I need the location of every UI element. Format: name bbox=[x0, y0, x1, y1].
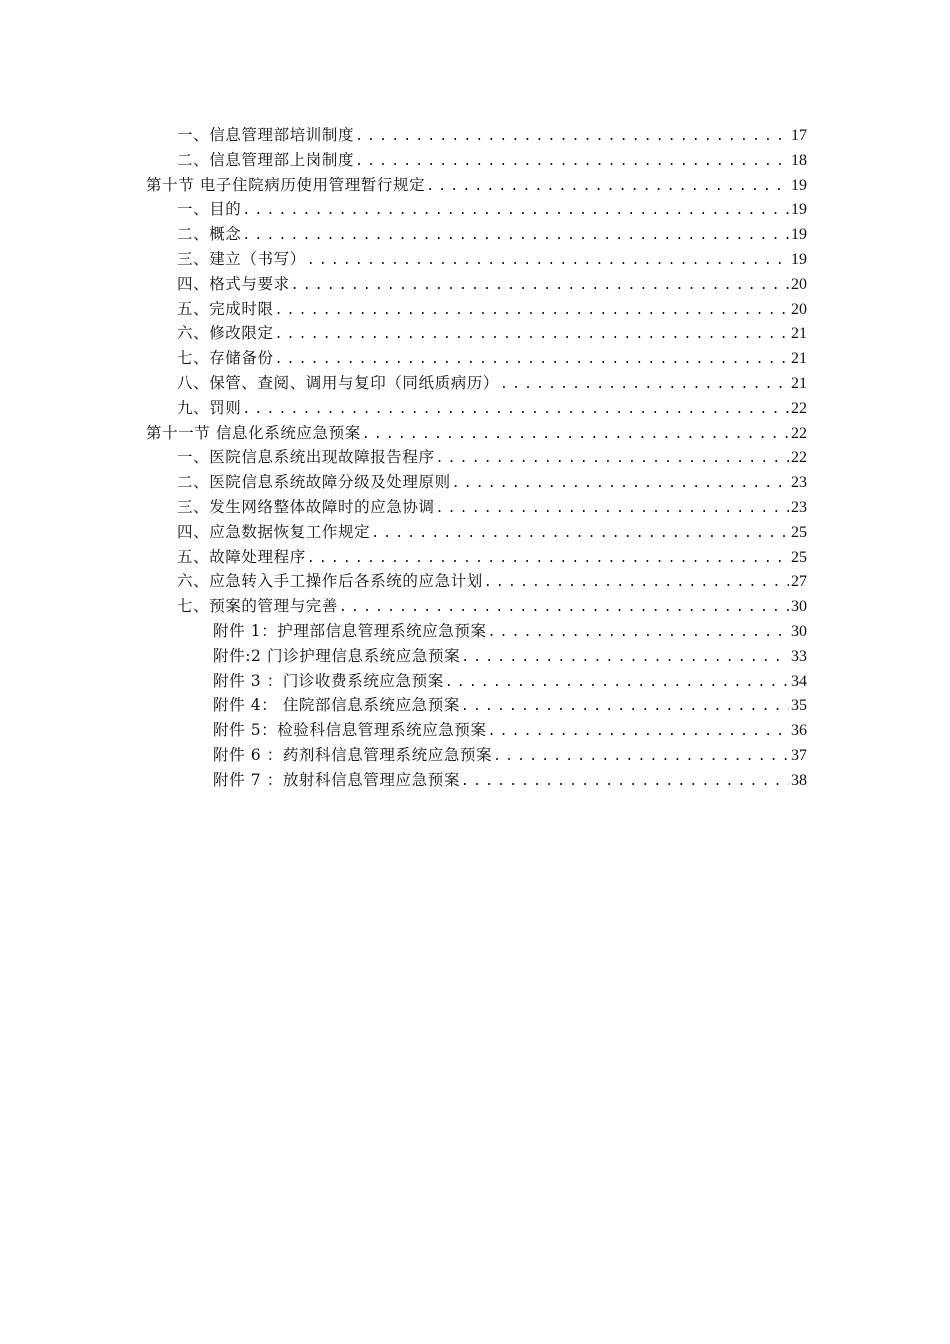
toc-page-number: 17 bbox=[791, 127, 807, 144]
toc-entry[interactable] bbox=[146, 371, 807, 396]
toc-page-number: 19 bbox=[791, 176, 807, 194]
toc-section-heading[interactable] bbox=[146, 421, 807, 446]
toc-page-number: 33 bbox=[791, 647, 807, 665]
toc-page-number: 21 bbox=[791, 325, 807, 343]
toc-entry-title: 九、罚则 bbox=[177, 398, 242, 417]
toc-page-number: 22 bbox=[791, 424, 807, 442]
toc-entry-title: 附件:2 门诊护理信息系统应急预案 bbox=[213, 646, 461, 665]
toc-page-number: 19 bbox=[791, 226, 807, 244]
toc-page-number: 21 bbox=[791, 374, 807, 392]
dot-leader bbox=[291, 274, 789, 299]
toc-entry-title: 一、目的 bbox=[177, 200, 242, 219]
toc-page-number: 36 bbox=[791, 722, 807, 740]
dot-leader bbox=[275, 299, 789, 324]
toc-entry-title: 附件 5：检验科信息管理系统应急预案 bbox=[213, 721, 487, 740]
toc-appendix-entry[interactable] bbox=[146, 718, 807, 743]
toc-entry[interactable] bbox=[146, 445, 807, 470]
toc-page-number: 30 bbox=[791, 598, 807, 616]
toc-entry-title: 七、存储备份 bbox=[177, 349, 274, 368]
dot-leader bbox=[493, 745, 789, 770]
toc-entry[interactable] bbox=[146, 222, 807, 247]
toc-entry[interactable] bbox=[146, 569, 807, 594]
dot-leader bbox=[275, 323, 789, 348]
toc-entry-title: 四、应急数据恢复工作规定 bbox=[177, 522, 371, 541]
dot-leader bbox=[362, 423, 789, 448]
toc-appendix-entry[interactable] bbox=[146, 743, 807, 768]
dot-leader bbox=[461, 695, 789, 720]
toc-entry-title: 附件 6 ：药剂科信息管理系统应急预案 bbox=[213, 745, 493, 764]
toc-entry-title: 三、发生网络整体故障时的应急协调 bbox=[177, 497, 435, 516]
toc-page-number: 22 bbox=[791, 399, 807, 417]
toc-entry-title: 五、完成时限 bbox=[177, 299, 274, 318]
dot-leader bbox=[452, 472, 789, 497]
dot-leader bbox=[355, 150, 789, 175]
toc-entry-title: 附件 4： 住院部信息系统应急预案 bbox=[213, 696, 460, 715]
dot-leader bbox=[355, 125, 789, 150]
toc-entry-title: 八、保管、查阅、调用与复印（同纸质病历） bbox=[177, 373, 500, 392]
table-of-contents bbox=[146, 123, 807, 793]
dot-leader bbox=[484, 571, 789, 596]
dot-leader bbox=[461, 646, 789, 671]
toc-appendix-entry[interactable] bbox=[146, 644, 807, 669]
toc-appendix-entry[interactable] bbox=[146, 669, 807, 694]
toc-page-number: 38 bbox=[791, 771, 807, 789]
dot-leader bbox=[371, 522, 789, 547]
dot-leader bbox=[426, 175, 789, 200]
toc-entry-title: 六、修改限定 bbox=[177, 324, 274, 343]
toc-entry-title: 第十节 电子住院病历使用管理暂行规定 bbox=[146, 175, 426, 194]
toc-entry[interactable] bbox=[146, 545, 807, 570]
toc-page-number: 35 bbox=[791, 697, 807, 715]
toc-entry[interactable] bbox=[146, 396, 807, 421]
toc-entry[interactable] bbox=[146, 297, 807, 322]
toc-entry[interactable] bbox=[146, 197, 807, 222]
dot-leader bbox=[307, 547, 789, 572]
toc-entry[interactable] bbox=[146, 272, 807, 297]
toc-entry-title: 一、医院信息系统出现故障报告程序 bbox=[177, 448, 435, 467]
dot-leader bbox=[242, 199, 789, 224]
toc-page-number: 25 bbox=[791, 523, 807, 541]
dot-leader bbox=[500, 373, 789, 398]
toc-appendix-entry[interactable] bbox=[146, 619, 807, 644]
toc-entry-title: 附件 7 ：放射科信息管理应急预案 bbox=[213, 770, 460, 789]
toc-entry[interactable] bbox=[146, 247, 807, 272]
toc-entry[interactable] bbox=[146, 346, 807, 371]
dot-leader bbox=[339, 596, 789, 621]
dot-leader bbox=[242, 398, 789, 423]
toc-entry-title: 二、信息管理部上岗制度 bbox=[177, 150, 355, 169]
toc-page-number: 20 bbox=[791, 275, 807, 293]
toc-entry[interactable] bbox=[146, 470, 807, 495]
toc-page-number: 23 bbox=[791, 498, 807, 516]
toc-page-number: 27 bbox=[791, 573, 807, 591]
toc-page-number: 22 bbox=[791, 449, 807, 467]
dot-leader bbox=[436, 497, 789, 522]
dot-leader bbox=[488, 621, 789, 646]
toc-entry-title: 附件 3 ：门诊收费系统应急预案 bbox=[213, 671, 444, 690]
toc-entry[interactable] bbox=[146, 520, 807, 545]
toc-entry-title: 二、医院信息系统故障分级及处理原则 bbox=[177, 473, 451, 492]
dot-leader bbox=[307, 249, 789, 274]
dot-leader bbox=[242, 224, 789, 249]
dot-leader bbox=[275, 348, 789, 373]
toc-entry-title: 二、概念 bbox=[177, 225, 242, 244]
toc-entry[interactable] bbox=[146, 321, 807, 346]
toc-page-number: 34 bbox=[791, 672, 807, 690]
dot-leader bbox=[436, 447, 789, 472]
toc-entry-title: 附件 1：护理部信息管理系统应急预案 bbox=[213, 621, 487, 640]
dot-leader bbox=[461, 770, 789, 795]
toc-entry-title: 第十一节 信息化系统应急预案 bbox=[146, 423, 361, 442]
dot-leader bbox=[488, 720, 789, 745]
toc-page-number: 18 bbox=[791, 151, 807, 169]
toc-entry-title: 三、建立（书写） bbox=[177, 249, 306, 268]
toc-page-number: 23 bbox=[791, 474, 807, 492]
toc-entry-title: 四、格式与要求 bbox=[177, 274, 290, 293]
toc-page-number: 19 bbox=[791, 201, 807, 219]
toc-section-heading[interactable] bbox=[146, 173, 807, 198]
toc-page-number: 30 bbox=[791, 622, 807, 640]
dot-leader bbox=[445, 671, 789, 696]
toc-entry-title: 一、信息管理部培训制度 bbox=[177, 126, 355, 144]
toc-entry[interactable] bbox=[146, 123, 807, 148]
toc-page-number: 20 bbox=[791, 300, 807, 318]
toc-appendix-entry[interactable] bbox=[146, 768, 807, 793]
toc-entry-title: 六、应急转入手工操作后各系统的应急计划 bbox=[177, 572, 483, 591]
toc-entry[interactable] bbox=[146, 594, 807, 619]
toc-entry-title: 七、预案的管理与完善 bbox=[177, 597, 339, 616]
toc-page-number: 19 bbox=[791, 250, 807, 268]
toc-page-number: 21 bbox=[791, 350, 807, 368]
toc-entry-title: 五、故障处理程序 bbox=[177, 547, 306, 566]
toc-entry[interactable] bbox=[146, 148, 807, 173]
toc-page-number: 25 bbox=[791, 548, 807, 566]
toc-entry[interactable] bbox=[146, 495, 807, 520]
toc-page-number: 37 bbox=[791, 746, 807, 764]
toc-appendix-entry[interactable] bbox=[146, 693, 807, 718]
